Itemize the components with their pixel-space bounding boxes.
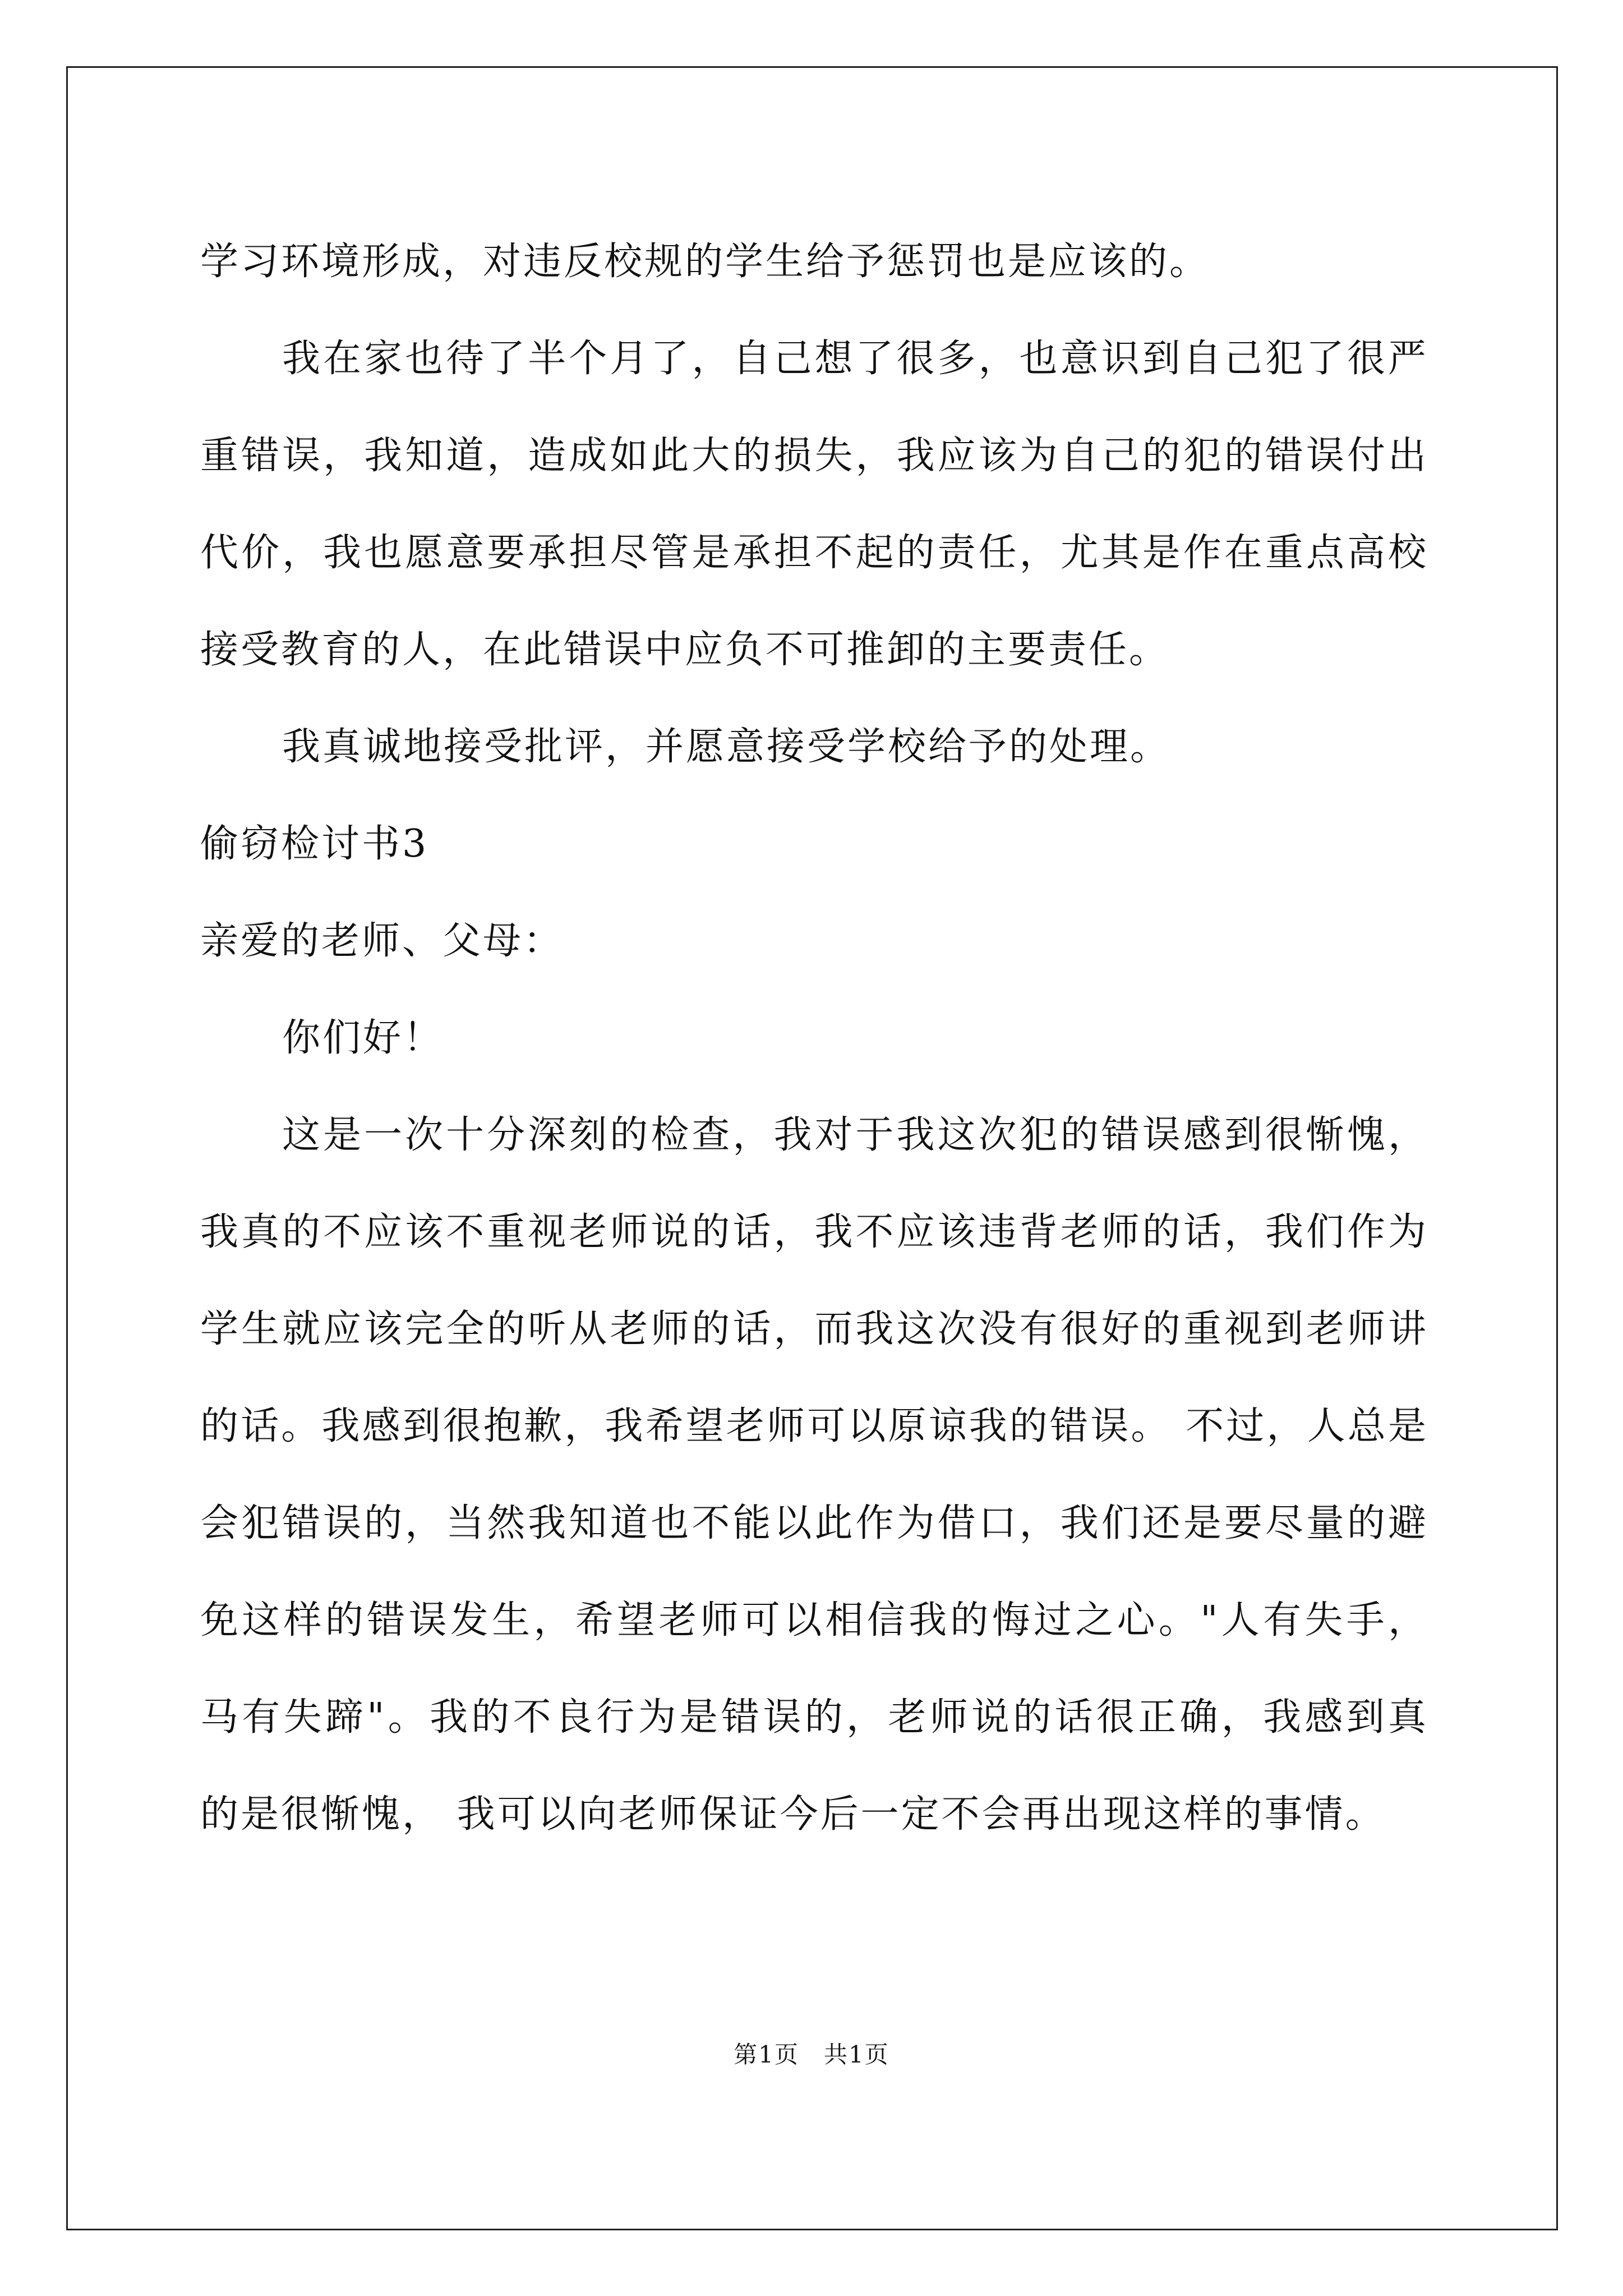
salutation: 亲爱的老师、父母： [200, 919, 564, 963]
page-number-footer: 第1页 共1页 [734, 2041, 889, 2068]
document-body [200, 213, 1428, 1863]
paragraph-apology: 这是一次十分深刻的检查，我对于我这次犯的错误感到很惭愧，我真的不应该不重视老师说的话，我不应该违背老师的话，我们作为学生就应该完全的听从老师的话，而我这次没有很好的重视到老师讲的话。我感到很抱歉，我希望老师可以原谅我的错误。 不过，人总是会犯错误的，当然我知道也不能以此作为借口，我们还是要尽量的避免这样的错误发生，希望老师可以相信我的悔过之心。"人有失手，马有失蹄"。我的不良行为是错误的，老师说的话很正确，我感到真的是很惭愧， 我可以向老师保证今后一定不会再出现这样的事情。 [200, 1113, 1428, 1837]
paragraph-continuation: 学习环境形成，对违反校规的学生给予惩罚也是应该的。 [200, 240, 1210, 284]
section-heading: 偷窃检讨书3 [200, 822, 429, 866]
paragraph-acceptance: 我真诚地接受批评，并愿意接受学校给予的处理。 [282, 725, 1171, 769]
paragraph-reflection: 我在家也待了半个月了，自己想了很多，也意识到自己犯了很严重错误，我知道，造成如此大的损失，我应该为自己的犯的错误付出代价，我也愿意要承担尽管是承担不起的责任，尤其是作在重点高校接受教育的人，在此错误中应负不可推卸的主要责任。 [200, 337, 1428, 672]
greeting: 你们好！ [282, 1016, 444, 1060]
